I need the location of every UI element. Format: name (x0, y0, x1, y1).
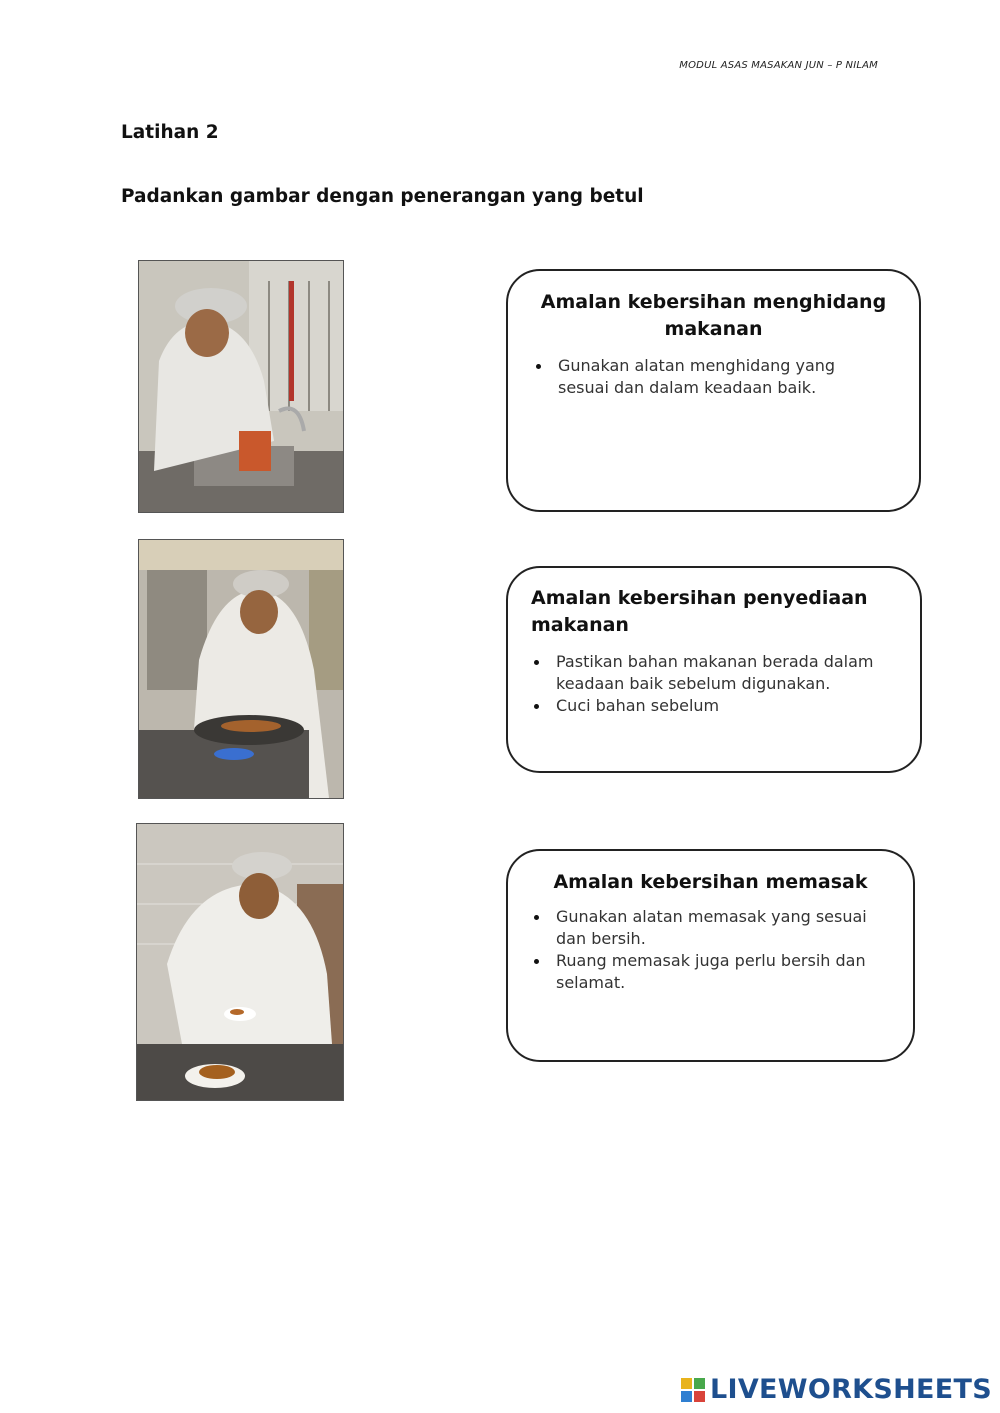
bullet-icon (534, 660, 539, 665)
bullet-icon (534, 704, 539, 709)
list-item: Cuci bahan sebelum (534, 695, 920, 717)
chef-washing-vegetables-photo[interactable] (138, 260, 344, 513)
list-item: Gunakan alatan menghidang yang sesuai dan dalam keadaan baik. (536, 355, 919, 399)
list-item: Pastikan bahan makanan berada dalam keadaan baik sebelum digunakan. (534, 651, 920, 695)
card-title: Amalan kebersihan penyediaan makanan (531, 587, 868, 636)
module-header: MODUL ASAS MASAKAN JUN – P NILAM (679, 60, 878, 71)
list-item: Ruang memasak juga perlu bersih dan selamat. (534, 950, 913, 994)
bullet-list (531, 651, 920, 717)
brand-name: LIVEWORKSHEETS (709, 1374, 992, 1405)
description-card-cooking[interactable] (506, 849, 915, 1062)
bullet-list (508, 906, 913, 994)
card-title: Amalan kebersihan menghidang makanan (540, 291, 887, 340)
bullet-icon (536, 364, 541, 369)
bullet-list (508, 355, 919, 399)
description-card-preparation[interactable] (506, 566, 922, 773)
exercise-title: Latihan 2 (121, 122, 219, 143)
bullet-icon (534, 959, 539, 964)
liveworksheets-logo-icon (680, 1377, 706, 1403)
chef-cooking-wok-photo[interactable] (138, 539, 344, 799)
description-card-serving[interactable] (506, 269, 921, 512)
card-title: Amalan kebersihan memasak (553, 871, 868, 893)
liveworksheets-brand[interactable] (680, 1374, 992, 1405)
exercise-instruction: Padankan gambar dengan penerangan yang betul (121, 186, 644, 207)
bullet-icon (534, 915, 539, 920)
list-item: Gunakan alatan memasak yang sesuai dan bersih. (534, 906, 913, 950)
chef-serving-food-photo[interactable] (136, 823, 344, 1101)
